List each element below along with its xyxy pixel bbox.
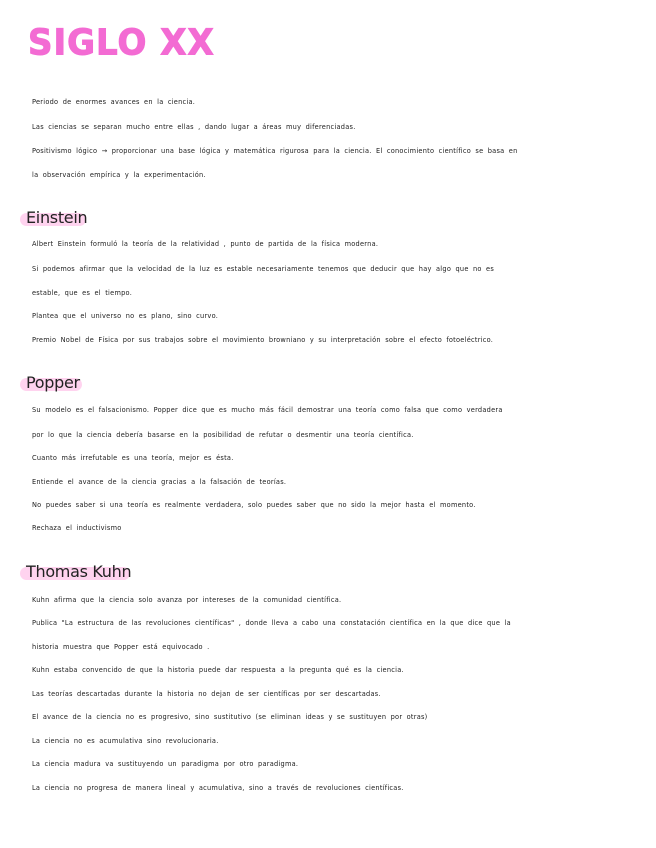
section-heading-text: Popper [26,373,80,392]
intro-line: Positivismo lógico → proporcionar una base lógica y matemática rigurosa para la ciencia. El conocimiento científico se basa en [32,147,518,155]
kuhn-line: Las teorías descartadas durante la historia no dejan de ser científicas por ser descartadas. [32,690,381,698]
popper-line: Rechaza el inductivismo [32,524,122,532]
section-heading-einstein [20,208,87,226]
kuhn-line: La ciencia madura va sustituyendo un paradigma por otro paradigma. [32,760,299,768]
einstein-line: Si podemos afirmar que la velocidad de la luz es estable necesariamente tenemos que deducir que hay algo que no es [32,265,495,273]
kuhn-line: El avance de la ciencia no es progresivo, sino sustitutivo (se eliminan ideas y se sustituyen por otras) [32,713,428,721]
kuhn-line: Kuhn estaba convencido de que la historia puede dar respuesta a la pregunta qué es la ciencia. [32,666,404,674]
kuhn-line: La ciencia no progresa de manera lineal y acumulativa, sino a través de revoluciones científicas. [32,784,404,792]
popper-line: Entiende el avance de la ciencia gracias a la falsación de teorías. [32,478,287,486]
section-heading-text: Thomas Kuhn [26,562,132,581]
popper-line: Su modelo es el falsacionismo. Popper dice que es mucho más fácil demostrar una teoría como falsa que como verdadera [32,406,503,414]
popper-line: por lo que la ciencia debería basarse en la posibilidad de refutar o desmentir una teoría científica. [32,431,414,439]
intro-line: Las ciencias se separan mucho entre ellas , dando lugar a áreas muy diferenciadas. [32,123,356,131]
section-heading-text: Einstein [26,208,88,227]
intro-line: la observación empírica y la experimentación. [32,171,206,179]
popper-line: No puedes saber si una teoría es realmente verdadera, solo puedes saber que no sido la mejor hasta el momento. [32,501,476,509]
kuhn-line: historia muestra que Popper está equivocado . [32,643,210,651]
kuhn-line: Publica "La estructura de las revoluciones científicas" , donde lleva a cabo una constatación científica en la que dice que la [32,619,511,627]
section-heading-popper [20,373,80,391]
section-heading-kuhn [20,562,131,580]
einstein-line: Plantea que el universo no es plano, sino curvo. [32,312,219,320]
page-title: SIGLO XX [28,22,215,64]
popper-line: Cuanto más irrefutable es una teoría, mejor es ésta. [32,454,234,462]
intro-line: Periodo de enormes avances en la ciencia. [32,98,196,106]
kuhn-line: La ciencia no es acumulativa sino revolucionaria. [32,737,219,745]
einstein-line: estable, que es el tiempo. [32,289,133,297]
kuhn-line: Kuhn afirma que la ciencia solo avanza por intereses de la comunidad científica. [32,596,342,604]
einstein-line: Premio Nobel de Física por sus trabajos sobre el movimiento browniano y su interpretación sobre el efecto fotoeléctrico. [32,336,494,344]
einstein-line: Albert Einstein formuló la teoría de la relatividad , punto de partida de la física moderna. [32,240,379,248]
